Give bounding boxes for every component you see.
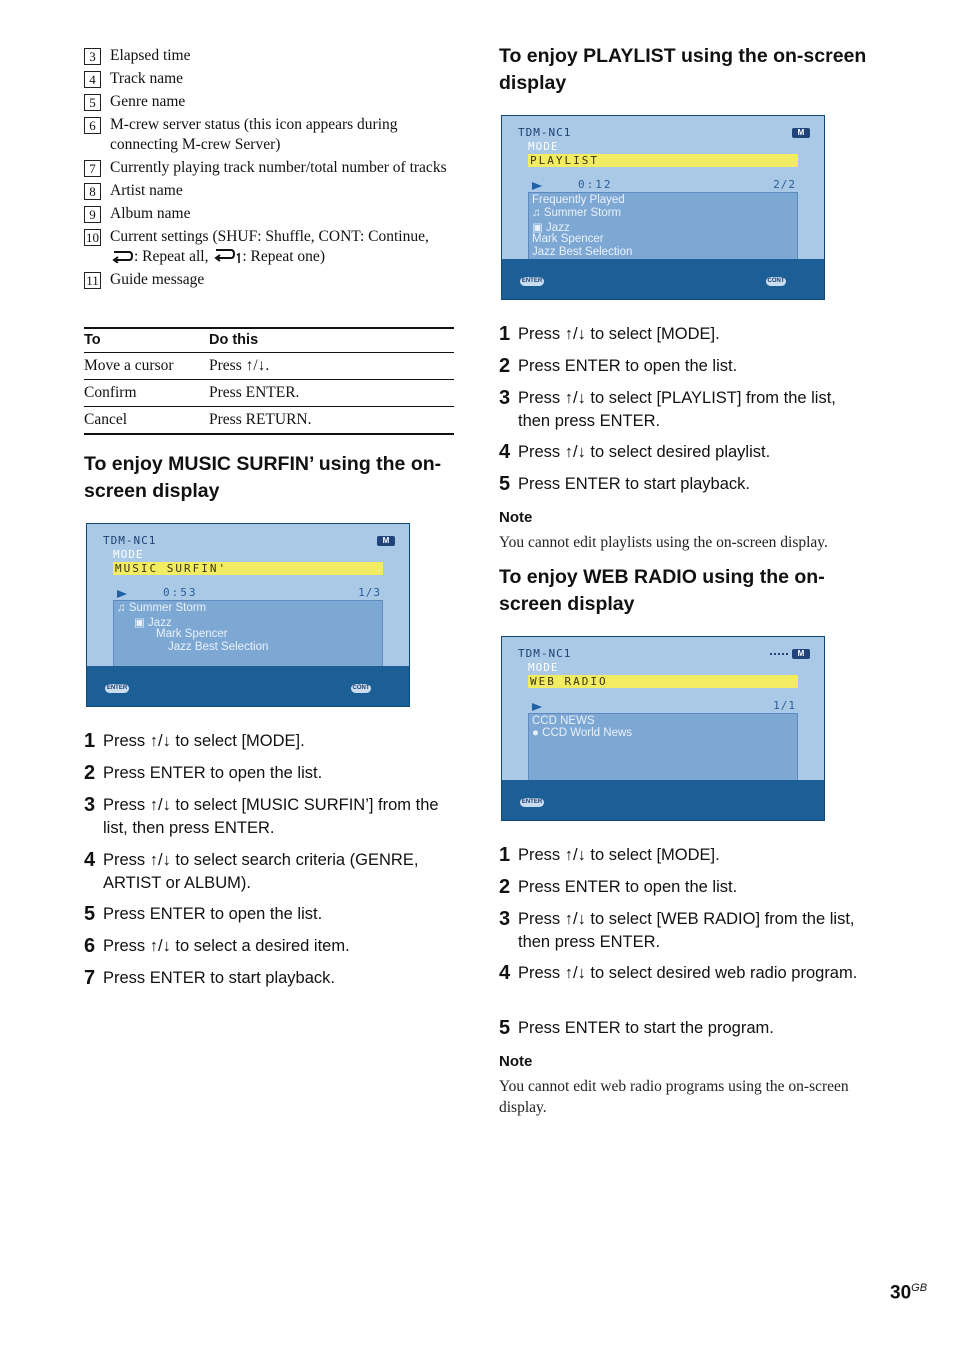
step-text: Press ENTER to start playback. bbox=[103, 969, 335, 987]
step: 5 Press ENTER to start playback. bbox=[499, 473, 750, 495]
legend-item bbox=[84, 227, 454, 267]
osd-track-count: 1/1 bbox=[773, 699, 796, 712]
section-heading: To enjoy PLAYLIST using the on-screen display bbox=[499, 45, 867, 94]
callout-legend bbox=[84, 46, 454, 293]
legend-text: Guide message bbox=[110, 271, 205, 288]
table-header: To bbox=[84, 328, 209, 353]
legend-number: 11 bbox=[84, 272, 101, 289]
legend-text-part: Current settings (SHUF: Shuffle, CONT: Continue, bbox=[110, 228, 429, 245]
legend-text: Genre name bbox=[110, 93, 186, 110]
table-header-row bbox=[84, 328, 454, 353]
step-text: Press ENTER to open the list. bbox=[518, 357, 738, 375]
step: 2 Press ENTER to open the list. bbox=[499, 355, 738, 377]
osd-enter-button: ENTER bbox=[106, 685, 128, 691]
section-heading: To enjoy WEB RADIO using the on-screen display bbox=[499, 566, 825, 615]
legend-text bbox=[110, 227, 454, 267]
repeat-all-icon bbox=[110, 250, 134, 263]
step-text: Press ↑/↓ to select desired web radio program. bbox=[518, 964, 858, 982]
step: 3 Press ↑/↓ to select [PLAYLIST] from the list, then press ENTER. bbox=[499, 387, 871, 432]
osd-enter-button: ENTER bbox=[521, 278, 543, 284]
osd-list-item: Jazz Best Selection bbox=[168, 641, 269, 653]
step-text: Press ↑/↓ to select [MODE]. bbox=[518, 846, 720, 864]
table-cell: Cancel bbox=[84, 407, 209, 435]
legend-item bbox=[84, 158, 454, 178]
osd-list-item: Mark Spencer bbox=[532, 233, 604, 245]
osd-list bbox=[528, 713, 798, 782]
legend-number: 3 bbox=[84, 48, 101, 65]
step: 4 Press ↑/↓ to select desired web radio program. bbox=[499, 962, 858, 984]
step-text: Press ↑/↓ to select [MODE]. bbox=[103, 732, 305, 750]
legend-item bbox=[84, 69, 454, 89]
table-row bbox=[84, 407, 454, 435]
osd-mode-label: MODE bbox=[113, 548, 144, 561]
osd-cont-button: CONT bbox=[767, 278, 785, 284]
m-crew-icon: M bbox=[792, 128, 810, 138]
step: 1 Press ↑/↓ to select [MODE]. bbox=[499, 844, 720, 866]
osd-list-item: Frequently Played bbox=[532, 194, 625, 206]
step: 1 Press ↑/↓ to select [MODE]. bbox=[499, 323, 720, 345]
osd-cont-button: CONT bbox=[352, 685, 370, 691]
table-row bbox=[84, 380, 454, 407]
note-text: You cannot edit playlists using the on-screen display. bbox=[499, 534, 828, 551]
osd-screen-web-radio bbox=[501, 636, 825, 821]
osd-list-item: ▣ Jazz bbox=[532, 222, 570, 234]
osd-list bbox=[528, 192, 798, 261]
legend-number: 7 bbox=[84, 160, 101, 177]
step-text: Press ENTER to start the program. bbox=[518, 1019, 774, 1037]
step-text: Press ↑/↓ to select [WEB RADIO] from the list, then press ENTER. bbox=[518, 910, 855, 951]
osd-list-item: ♫ Summer Storm bbox=[117, 602, 207, 614]
step-text: Press ↑/↓ to select a desired item. bbox=[103, 937, 350, 955]
osd-elapsed-time: 0:12 bbox=[578, 178, 613, 191]
note-text: You cannot edit web radio programs using the on-screen display. bbox=[499, 1078, 849, 1116]
table-cell: Confirm bbox=[84, 380, 209, 407]
step-text: Press ↑/↓ to select desired playlist. bbox=[518, 443, 771, 461]
legend-number: 10 bbox=[86, 230, 99, 245]
osd-list-item: CCD NEWS bbox=[532, 715, 595, 727]
step: 3 Press ↑/↓ to select [WEB RADIO] from the list, then press ENTER. bbox=[499, 908, 871, 953]
table-row bbox=[84, 353, 454, 380]
legend-number: 4 bbox=[84, 71, 101, 88]
osd-screen-music-surfin bbox=[86, 523, 410, 707]
step-text: Press ENTER to start playback. bbox=[518, 475, 750, 493]
step: 4 Press ↑/↓ to select search criteria (GENRE, ARTIST or ALBUM). bbox=[84, 849, 456, 894]
osd-title: TDM-NC1 bbox=[518, 647, 572, 660]
step-text: Press ENTER to open the list. bbox=[103, 905, 323, 923]
legend-number: 8 bbox=[84, 183, 101, 200]
page-number-suffix: GB bbox=[911, 1282, 928, 1294]
osd-guide-bar bbox=[502, 780, 824, 820]
legend-item bbox=[84, 270, 454, 290]
legend-text: Track name bbox=[110, 70, 184, 87]
osd-title: TDM-NC1 bbox=[518, 126, 572, 139]
page-number: $30^{GB}$ bbox=[890, 1282, 928, 1304]
osd-mode-label: MODE bbox=[528, 661, 559, 674]
step: 1 Press ↑/↓ to select [MODE]. bbox=[84, 730, 305, 752]
step: 4 Press ↑/↓ to select desired playlist. bbox=[499, 441, 771, 463]
legend-item bbox=[84, 204, 454, 224]
legend-text-part: : Repeat all, bbox=[134, 248, 209, 265]
osd-list-item: ● CCD World News bbox=[532, 727, 633, 739]
legend-number: 6 bbox=[84, 117, 101, 134]
legend-text: Artist name bbox=[110, 182, 183, 199]
legend-item bbox=[84, 115, 454, 155]
m-crew-icon: M bbox=[792, 649, 810, 659]
connection-status-icon bbox=[770, 653, 788, 658]
step-text: Press ↑/↓ to select [MODE]. bbox=[518, 325, 720, 343]
step: 7 Press ENTER to start playback. bbox=[84, 967, 335, 989]
osd-list-item: ▣ Jazz bbox=[134, 617, 172, 629]
step-text: Press ENTER to open the list. bbox=[518, 878, 738, 896]
table-cell: Press RETURN. bbox=[209, 407, 454, 435]
osd-selected-item: PLAYLIST bbox=[528, 154, 798, 167]
step: 2 Press ENTER to open the list. bbox=[499, 876, 738, 898]
legend-item bbox=[84, 46, 454, 66]
step: 5 Press ENTER to open the list. bbox=[84, 903, 323, 925]
step-text: Press ↑/↓ to select [PLAYLIST] from the list, then press ENTER. bbox=[518, 389, 836, 430]
legend-text: Currently playing track number/total number of tracks bbox=[110, 159, 447, 176]
legend-item bbox=[84, 92, 454, 112]
table-cell: Move a cursor bbox=[84, 353, 209, 380]
table-cell: Press ↑/↓. bbox=[209, 353, 454, 380]
play-icon bbox=[532, 703, 542, 711]
repeat-one-icon bbox=[212, 248, 242, 263]
step-text: Press ENTER to open the list. bbox=[103, 764, 323, 782]
osd-title: TDM-NC1 bbox=[103, 534, 157, 547]
legend-item bbox=[84, 181, 454, 201]
operations-table bbox=[84, 327, 454, 435]
play-icon bbox=[532, 182, 542, 190]
osd-list-item: Jazz Best Selection bbox=[532, 246, 633, 258]
osd-mode-label: MODE bbox=[528, 140, 559, 153]
note-heading: Note bbox=[499, 1053, 533, 1070]
legend-text: Album name bbox=[110, 205, 191, 222]
osd-track-count: 1/3 bbox=[358, 586, 381, 599]
osd-selected-item: WEB RADIO bbox=[528, 675, 798, 688]
legend-text: Elapsed time bbox=[110, 47, 191, 64]
legend-number: 9 bbox=[84, 206, 101, 223]
osd-selected-item: MUSIC SURFIN' bbox=[113, 562, 383, 575]
step-text: Press ↑/↓ to select search criteria (GENRE, ARTIST or ALBUM). bbox=[103, 851, 419, 892]
osd-list-item: Mark Spencer bbox=[156, 628, 228, 640]
step-text: Press ↑/↓ to select [MUSIC SURFIN’] from the list, then press ENTER. bbox=[103, 796, 439, 837]
note-heading: Note bbox=[499, 509, 533, 526]
osd-enter-button: ENTER bbox=[521, 799, 543, 805]
osd-track-count: 2/2 bbox=[773, 178, 796, 191]
step: 3 Press ↑/↓ to select [MUSIC SURFIN’] from the list, then press ENTER. bbox=[84, 794, 456, 839]
play-icon bbox=[117, 590, 127, 598]
osd-list bbox=[113, 600, 383, 669]
legend-number: 5 bbox=[84, 94, 101, 111]
table-header: Do this bbox=[209, 328, 454, 353]
osd-elapsed-time: 0:53 bbox=[163, 586, 198, 599]
osd-list-item: ♫ Summer Storm bbox=[532, 207, 622, 219]
m-crew-icon: M bbox=[377, 536, 395, 546]
step: 2 Press ENTER to open the list. bbox=[84, 762, 323, 784]
legend-text-part: : Repeat one) bbox=[242, 248, 325, 265]
step: 6 Press ↑/↓ to select a desired item. bbox=[84, 935, 350, 957]
section-heading: To enjoy MUSIC SURFIN’ using the on-screen display bbox=[84, 453, 442, 502]
legend-text: M-crew server status (this icon appears during connecting M-crew Server) bbox=[110, 116, 398, 153]
table-cell: Press ENTER. bbox=[209, 380, 454, 407]
step: 5 Press ENTER to start the program. bbox=[499, 1017, 774, 1039]
osd-screen-playlist bbox=[501, 115, 825, 300]
